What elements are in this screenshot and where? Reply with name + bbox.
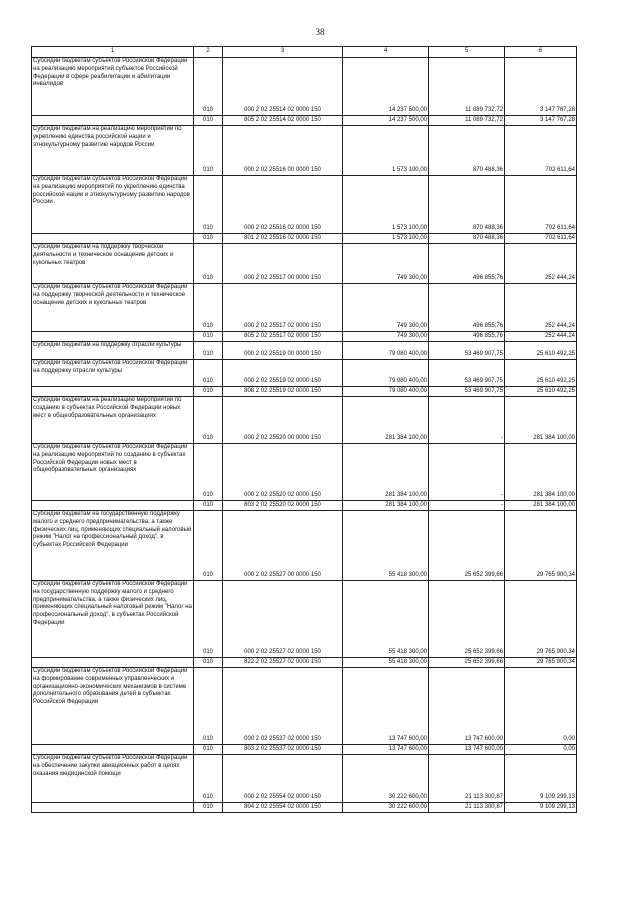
- unexecuted-amount-cell: 702 611,64: [505, 126, 577, 176]
- table-row: [32, 668, 577, 745]
- budget-classification-code-cell: 803 2 02 25520 02 0000 150: [223, 501, 343, 511]
- column-number-header-row: [32, 47, 577, 58]
- row-code-cell: 010: [194, 176, 223, 234]
- approved-amount-cell: 1 573 100,00: [343, 176, 429, 234]
- budget-classification-code-cell: 000 2 02 25516 00 0000 150: [223, 126, 343, 176]
- unexecuted-amount-cell: 252 444,24: [505, 332, 577, 342]
- unexecuted-amount-cell: 9 109 299,13: [505, 803, 577, 813]
- row-code-cell: 010: [194, 581, 223, 658]
- page-number: 38: [315, 27, 325, 37]
- row-code-cell: 010: [194, 803, 223, 813]
- budget-classification-code-cell: 000 2 02 25520 00 0000 150: [223, 397, 343, 444]
- row-code-cell: 010: [194, 387, 223, 397]
- header-cell-2: 2: [194, 47, 223, 58]
- income-name-cell: [32, 803, 194, 813]
- income-name-cell: [32, 116, 194, 126]
- table-row: [32, 745, 577, 755]
- executed-amount-cell: -: [429, 501, 505, 511]
- row-code-cell: 010: [194, 444, 223, 501]
- executed-amount-cell: 13 747 600,00: [429, 745, 505, 755]
- row-code-cell: 010: [194, 332, 223, 342]
- budget-classification-code-cell: 000 2 02 25537 02 0000 150: [223, 668, 343, 745]
- row-code-cell: 010: [194, 342, 223, 360]
- unexecuted-amount-cell: 0,00: [505, 745, 577, 755]
- approved-amount-cell: 55 418 300,00: [343, 658, 429, 668]
- executed-amount-cell: 870 488,36: [429, 126, 505, 176]
- table-row: [32, 397, 577, 444]
- row-code-cell: 010: [194, 755, 223, 803]
- income-name-cell: Субсидии бюджетам на поддержку отрасли культуры: [32, 342, 194, 360]
- header-cell-4: 4: [343, 47, 429, 58]
- income-name-cell: Субсидии бюджетам субъектов Российской Федерации на реализацию мероприятий по созданию в субъектах Российской Федерации новых мест в общеобразовательных организациях: [32, 444, 194, 501]
- row-code-cell: 010: [194, 244, 223, 284]
- row-code-cell: 010: [194, 658, 223, 668]
- unexecuted-amount-cell: 25 610 492,25: [505, 387, 577, 397]
- income-name-cell: [32, 501, 194, 511]
- executed-amount-cell: 870 488,36: [429, 176, 505, 234]
- executed-amount-cell: 11 089 732,72: [429, 58, 505, 116]
- approved-amount-cell: 1 573 100,00: [343, 234, 429, 244]
- header-cell-6: 6: [505, 47, 577, 58]
- table-row: [32, 360, 577, 387]
- budget-classification-code-cell: 000 2 02 25519 02 0000 150: [223, 360, 343, 387]
- income-name-cell: [32, 332, 194, 342]
- row-code-cell: 010: [194, 116, 223, 126]
- executed-amount-cell: 13 747 600,00: [429, 668, 505, 745]
- income-name-cell: Субсидии бюджетам на поддержку творческой деятельности и техническое оснащение детских и кукольных театров: [32, 244, 194, 284]
- executed-amount-cell: 25 652 399,66: [429, 511, 505, 581]
- table-row: [32, 284, 577, 332]
- table-row: [32, 444, 577, 501]
- executed-amount-cell: 11 089 732,72: [429, 116, 505, 126]
- executed-amount-cell: 53 469 907,75: [429, 360, 505, 387]
- approved-amount-cell: 749 300,00: [343, 332, 429, 342]
- row-code-cell: 010: [194, 501, 223, 511]
- budget-classification-code-cell: 803 2 02 25537 02 0000 150: [223, 745, 343, 755]
- budget-classification-code-cell: 000 2 02 25517 02 0000 150: [223, 284, 343, 332]
- unexecuted-amount-cell: 252 444,24: [505, 244, 577, 284]
- table-row: [32, 126, 577, 176]
- budget-classification-code-cell: 804 2 02 25554 02 0000 150: [223, 803, 343, 813]
- table-row: [32, 342, 577, 360]
- row-code-cell: 010: [194, 745, 223, 755]
- executed-amount-cell: 870 488,36: [429, 234, 505, 244]
- row-code-cell: 010: [194, 360, 223, 387]
- unexecuted-amount-cell: 9 109 299,13: [505, 755, 577, 803]
- executed-amount-cell: 21 113 300,87: [429, 755, 505, 803]
- unexecuted-amount-cell: 281 384 100,00: [505, 397, 577, 444]
- budget-classification-code-cell: 822 2 02 25527 02 0000 150: [223, 658, 343, 668]
- table-row: [32, 581, 577, 658]
- row-code-cell: 010: [194, 126, 223, 176]
- table-row: [32, 116, 577, 126]
- row-code-cell: 010: [194, 397, 223, 444]
- approved-amount-cell: 14 237 500,00: [343, 116, 429, 126]
- table-row: [32, 803, 577, 813]
- table-row: [32, 234, 577, 244]
- approved-amount-cell: 281 384 100,00: [343, 501, 429, 511]
- budget-classification-code-cell: 000 2 02 25527 02 0000 150: [223, 581, 343, 658]
- unexecuted-amount-cell: 281 384 100,00: [505, 501, 577, 511]
- approved-amount-cell: 1 573 100,00: [343, 126, 429, 176]
- income-name-cell: Субсидии бюджетам на государственную поддержку малого и среднего предпринимательства, а также физических лиц, применяющих специальный налоговый режим "Налог на профессиональный доход", в субъектах Российской Федерации: [32, 511, 194, 581]
- income-name-cell: [32, 234, 194, 244]
- approved-amount-cell: 14 237 500,00: [343, 58, 429, 116]
- row-code-cell: 010: [194, 668, 223, 745]
- budget-classification-code-cell: 000 2 02 25527 00 0000 150: [223, 511, 343, 581]
- income-name-cell: Субсидии бюджетам субъектов Российской Федерации на обеспечение закупки авиационных работ в целях оказания медицинской помощи: [32, 755, 194, 803]
- unexecuted-amount-cell: 252 444,24: [505, 284, 577, 332]
- executed-amount-cell: 25 652 399,66: [429, 581, 505, 658]
- unexecuted-amount-cell: 702 611,64: [505, 234, 577, 244]
- table-row: [32, 58, 577, 116]
- approved-amount-cell: 13 747 600,00: [343, 668, 429, 745]
- row-code-cell: 010: [194, 284, 223, 332]
- budget-classification-code-cell: 808 2 02 25519 02 0000 150: [223, 387, 343, 397]
- row-code-cell: 010: [194, 234, 223, 244]
- income-name-cell: Субсидии бюджетам субъектов Российской Федерации на формирование современных управленческих и организационно-экономических механизмов в системе дополнительного образования детей в субъектах Российской Федерации: [32, 668, 194, 745]
- table-row: [32, 244, 577, 284]
- budget-classification-code-cell: 000 2 02 25514 02 0000 150: [223, 58, 343, 116]
- executed-amount-cell: 496 855,76: [429, 332, 505, 342]
- unexecuted-amount-cell: 29 765 900,34: [505, 581, 577, 658]
- table-row: [32, 176, 577, 234]
- approved-amount-cell: 79 080 400,00: [343, 360, 429, 387]
- executed-amount-cell: -: [429, 397, 505, 444]
- executed-amount-cell: -: [429, 444, 505, 501]
- table-row: [32, 658, 577, 668]
- executed-amount-cell: 25 652 399,66: [429, 658, 505, 668]
- income-name-cell: Субсидии бюджетам субъектов Российской Федерации на государственную поддержку малого и среднего предпринимательства, а также физических лиц, применяющих специальный налоговый режим "Налог на профессиональный доход", в субъектах Российской Федерации: [32, 581, 194, 658]
- approved-amount-cell: 55 418 300,00: [343, 511, 429, 581]
- row-code-cell: 010: [194, 58, 223, 116]
- budget-classification-code-cell: 000 2 02 25554 02 0000 150: [223, 755, 343, 803]
- approved-amount-cell: 13 747 600,00: [343, 745, 429, 755]
- unexecuted-amount-cell: 3 147 767,28: [505, 58, 577, 116]
- approved-amount-cell: 79 080 400,00: [343, 342, 429, 360]
- income-name-cell: [32, 745, 194, 755]
- row-code-cell: 010: [194, 511, 223, 581]
- executed-amount-cell: 53 469 907,75: [429, 387, 505, 397]
- income-name-cell: Субсидии бюджетам субъектов Российской Федерации на реализацию мероприятий субъектов Российской Федерации в сфере реабилитации и абилитации инвалидов: [32, 58, 194, 116]
- table-row: [32, 501, 577, 511]
- unexecuted-amount-cell: 25 610 492,25: [505, 342, 577, 360]
- approved-amount-cell: 749 300,00: [343, 284, 429, 332]
- budget-classification-code-cell: 805 2 02 25517 02 0000 150: [223, 332, 343, 342]
- income-name-cell: [32, 387, 194, 397]
- approved-amount-cell: 79 080 400,00: [343, 387, 429, 397]
- income-name-cell: Субсидии бюджетам на реализацию мероприятий по укреплению единства российской нации и этнокультурному развитию народов России: [32, 126, 194, 176]
- table-row: [32, 511, 577, 581]
- approved-amount-cell: 30 222 600,00: [343, 803, 429, 813]
- budget-classification-code-cell: 805 2 02 25514 02 0000 150: [223, 116, 343, 126]
- executed-amount-cell: 53 469 907,75: [429, 342, 505, 360]
- executed-amount-cell: 21 113 300,87: [429, 803, 505, 813]
- header-cell-3: 3: [223, 47, 343, 58]
- budget-classification-code-cell: 000 2 02 25517 00 0000 150: [223, 244, 343, 284]
- income-name-cell: Субсидии бюджетам субъектов Российской Федерации на поддержку отрасли культуры: [32, 360, 194, 387]
- budget-classification-code-cell: 000 2 02 25520 02 0000 150: [223, 444, 343, 501]
- unexecuted-amount-cell: 25 610 492,25: [505, 360, 577, 387]
- income-name-cell: [32, 658, 194, 668]
- executed-amount-cell: 496 855,76: [429, 284, 505, 332]
- income-name-cell: Субсидии бюджетам на реализацию мероприятий по созданию в субъектах Российской Федерации новых мест в общеобразовательных организациях: [32, 397, 194, 444]
- unexecuted-amount-cell: 3 147 767,28: [505, 116, 577, 126]
- income-name-cell: Субсидии бюджетам субъектов Российской Федерации на поддержку творческой деятельности и техническое оснащение детских и кукольных театров: [32, 284, 194, 332]
- approved-amount-cell: 281 384 100,00: [343, 397, 429, 444]
- budget-classification-code-cell: 801 2 02 25516 02 0000 150: [223, 234, 343, 244]
- executed-amount-cell: 496 855,76: [429, 244, 505, 284]
- table-row: [32, 755, 577, 803]
- budget-classification-code-cell: 000 2 02 25519 00 0000 150: [223, 342, 343, 360]
- header-cell-1: 1: [32, 47, 194, 58]
- unexecuted-amount-cell: 29 765 900,34: [505, 658, 577, 668]
- budget-classification-code-cell: 000 2 02 25516 02 0000 150: [223, 176, 343, 234]
- unexecuted-amount-cell: 702 611,64: [505, 176, 577, 234]
- table-body: [32, 47, 577, 813]
- table-row: [32, 332, 577, 342]
- approved-amount-cell: 30 222 600,00: [343, 755, 429, 803]
- budget-execution-table: [31, 46, 577, 813]
- header-cell-5: 5: [429, 47, 505, 58]
- table-row: [32, 387, 577, 397]
- unexecuted-amount-cell: 29 765 900,34: [505, 511, 577, 581]
- approved-amount-cell: 749 300,00: [343, 244, 429, 284]
- unexecuted-amount-cell: 0,00: [505, 668, 577, 745]
- unexecuted-amount-cell: 281 384 100,00: [505, 444, 577, 501]
- income-name-cell: Субсидии бюджетам субъектов Российской Федерации на реализацию мероприятий по укреплению единства российской нации и этнокультурному развитию народов России: [32, 176, 194, 234]
- approved-amount-cell: 281 384 100,00: [343, 444, 429, 501]
- approved-amount-cell: 55 418 300,00: [343, 581, 429, 658]
